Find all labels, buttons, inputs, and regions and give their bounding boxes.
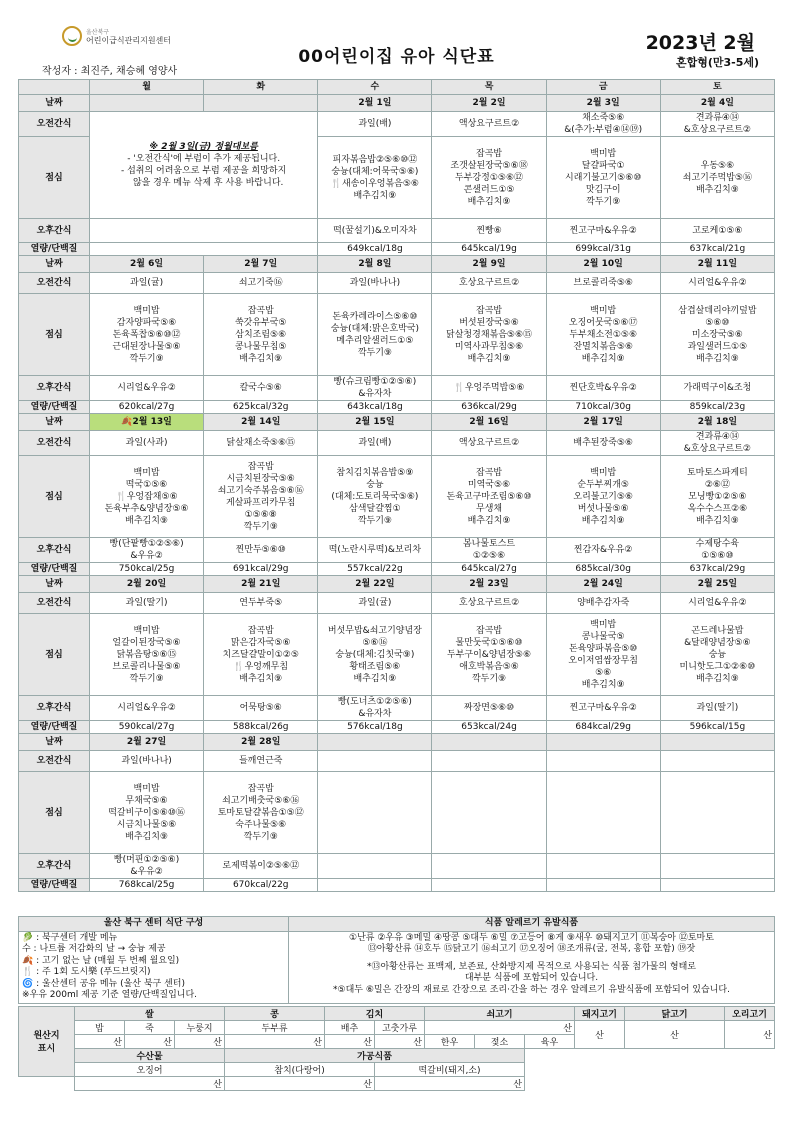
week2-day1-lunch: 백미밥 감자양파국⑤⑥ 돈육폭찹⑤⑥⑩⑫ 근대된장나물⑤⑥ 깍두기⑨ bbox=[90, 294, 204, 376]
week3-day3-kcal: 557kcal/22g bbox=[318, 563, 432, 576]
week3-day1-pm-snack: 빵(단팥빵①②⑤⑥) &우유② bbox=[90, 538, 204, 563]
week4-pm-snack-row bbox=[19, 696, 775, 721]
week2-day5-pm-snack: 찐단호박&우유② bbox=[546, 376, 660, 401]
week4-day6-lunch: 곤드레나물밥 &달래양념장⑤⑥ 숭늉 미니핫도그①②⑥⑩ 배추김치⑨ bbox=[660, 614, 774, 696]
weekday-0: 월 bbox=[90, 80, 204, 95]
week4-day1-lunch: 백미밥 얼갈이된장국⑤⑥ 닭볶음탕⑤⑥⑮ 브로콜리나물⑤⑥ 깍두기⑨ bbox=[90, 614, 204, 696]
week2-day4-lunch: 잡곡밥 버섯된장국⑤⑥ 닭살청경채볶음⑤⑥⑮ 미역사과무침⑤⑥ 배추김치⑨ bbox=[432, 294, 546, 376]
notice-line2: - 섭취의 어려움으로 부럼 제공을 희망하지 bbox=[120, 166, 287, 176]
author: 작성자 : 최진주, 채승혜 영양사 bbox=[42, 66, 178, 77]
legend-right-body bbox=[289, 931, 775, 1003]
week2-day6-am-snack: 시리얼&우유② bbox=[660, 273, 774, 294]
week5-day3-pm-snack bbox=[318, 854, 432, 879]
week5-day1-am-snack: 과일(바나나) bbox=[90, 751, 204, 772]
origin-group-processed: 가공식품 bbox=[225, 1048, 525, 1062]
empty-cell bbox=[90, 243, 318, 256]
origin-group-seafood: 수산물 bbox=[75, 1048, 225, 1062]
week4-day5-date: 2월 24일 bbox=[546, 576, 660, 593]
week2-day1-pm-snack: 시리얼&우유② bbox=[90, 376, 204, 401]
week1-day2-date bbox=[204, 95, 318, 112]
week2-day6-lunch: 삼겹살데리야끼덮밥 ⑤⑥⑩ 미소장국⑤⑥ 과일샐러드①⑤ 배추김치⑨ bbox=[660, 294, 774, 376]
week3-day1-date: 🍂2월 13일 bbox=[90, 414, 204, 431]
week1-day3-pm-snack: 떡(꿀설기)&오미자차 bbox=[318, 219, 432, 243]
notice-line3: 않을 경우 메뉴 삭제 후 사용 바랍니다. bbox=[132, 178, 284, 188]
week2-day6-kcal: 859kcal/23g bbox=[660, 401, 774, 414]
week5-day2-date: 2월 28일 bbox=[204, 734, 318, 751]
week2-day3-kcal: 643kcal/18g bbox=[318, 401, 432, 414]
week4-am-snack-row bbox=[19, 593, 775, 614]
year-month: 2023년 2월 bbox=[645, 32, 755, 54]
week5-day4-am-snack bbox=[432, 751, 546, 772]
week3-day3-am-snack: 과일(배) bbox=[318, 431, 432, 456]
week2-day2-am-snack: 쇠고기죽⑯ bbox=[204, 273, 318, 294]
week4-kcal-row bbox=[19, 721, 775, 734]
week4-day3-date: 2월 22일 bbox=[318, 576, 432, 593]
week3-day4-lunch: 잡곡밥 미역국⑤⑥ 돈육고구마조림⑤⑥⑩ 무생채 배추김치⑨ bbox=[432, 456, 546, 538]
week1-day3-date: 2월 1일 bbox=[318, 95, 432, 112]
am-snack-label: 오전간식 bbox=[19, 431, 90, 456]
week2-day2-kcal: 625kcal/32g bbox=[204, 401, 318, 414]
origin-group-duck: 오리고기 bbox=[725, 1006, 775, 1020]
week1-day6-pm-snack: 고로케①⑤⑥ bbox=[660, 219, 774, 243]
week3-day6-lunch: 토마토스파게티 ②⑥⑫ 모닝빵①②⑤⑥ 옥수수스프②⑥ 배추김치⑨ bbox=[660, 456, 774, 538]
week3-day4-pm-snack: 봄나물토스트 ①②⑤⑥ bbox=[432, 538, 546, 563]
week1-day6-kcal: 637kcal/21g bbox=[660, 243, 774, 256]
week5-day2-pm-snack: 로제떡볶이②⑤⑥⑫ bbox=[204, 854, 318, 879]
week2-day4-am-snack: 호상요구르트② bbox=[432, 273, 546, 294]
origin-val-pepper: 산 bbox=[375, 1034, 425, 1048]
date-label: 날짜 bbox=[19, 576, 90, 593]
week5-day1-pm-snack: 빵(머핀①②⑤⑥) &우유② bbox=[90, 854, 204, 879]
week1-day3-am-snack: 과일(배) bbox=[318, 112, 432, 137]
origin-val-juk: 산 bbox=[125, 1034, 175, 1048]
week5-lunch-row bbox=[19, 772, 775, 854]
week5-day4-lunch bbox=[432, 772, 546, 854]
week3-day3-lunch: 참치김치볶음밥⑤⑨ 숭늉 (대체:도토리묵국⑤⑥) 삼색달걀찜① 깍두기⑨ bbox=[318, 456, 432, 538]
empty-cell bbox=[90, 219, 318, 243]
week4-day4-pm-snack: 짜장면⑤⑥⑩ bbox=[432, 696, 546, 721]
logo-line2: 어린이급식관리지원센터 bbox=[86, 35, 172, 45]
week5-date-row bbox=[19, 734, 775, 751]
date-label: 날짜 bbox=[19, 734, 90, 751]
week3-day1-lunch: 백미밥 떡국①⑤⑥ 🍴우엉잡채⑤⑥ 돈육부추&양념장⑤⑥ 배추김치⑨ bbox=[90, 456, 204, 538]
origin-sub-cabbage: 배추 bbox=[325, 1020, 375, 1034]
week2-pm-snack-row bbox=[19, 376, 775, 401]
origin-val-pork: 산 bbox=[575, 1020, 625, 1048]
week5-day3-date bbox=[318, 734, 432, 751]
week5-day6-lunch bbox=[660, 772, 774, 854]
week2-day6-date: 2월 11일 bbox=[660, 256, 774, 273]
week3-day6-kcal: 637kcal/29g bbox=[660, 563, 774, 576]
week2-day3-lunch: 돈육카레라이스⑤⑥⑩ 숭늉(대체:맑은호박국) 메추리알샐러드①⑤ 깍두기⑨ bbox=[318, 294, 432, 376]
logo-line1: 울산북구 bbox=[86, 28, 110, 36]
week5-day6-kcal bbox=[660, 879, 774, 892]
week3-day5-pm-snack: 찐감자&우유② bbox=[546, 538, 660, 563]
weekday-5: 토 bbox=[660, 80, 774, 95]
week2-day6-pm-snack: 가래떡구이&조청 bbox=[660, 376, 774, 401]
origin-sub-tofu: 두부류 bbox=[225, 1020, 325, 1034]
week4-day6-kcal: 596kcal/15g bbox=[660, 721, 774, 734]
week1-day6-date: 2월 4일 bbox=[660, 95, 774, 112]
origin-group-rice: 쌀 bbox=[75, 1006, 225, 1020]
week4-day1-am-snack: 과일(딸기) bbox=[90, 593, 204, 614]
week3-day4-am-snack: 액상요구르트② bbox=[432, 431, 546, 456]
week5-pm-snack-row bbox=[19, 854, 775, 879]
week4-day3-am-snack: 과일(귤) bbox=[318, 593, 432, 614]
am-snack-label: 오전간식 bbox=[19, 112, 90, 137]
holiday-notice bbox=[90, 112, 318, 219]
legend-left-line-5: ※우유 200ml 제공 기준 열량/단백질입니다. bbox=[22, 990, 198, 1000]
week5-am-snack-row bbox=[19, 751, 775, 772]
week2-day4-pm-snack: 🍴우엉주먹밥⑤⑥ bbox=[432, 376, 546, 401]
week4-day5-kcal: 684kcal/29g bbox=[546, 721, 660, 734]
week1-day5-am-snack: 채소죽⑤⑥ &(추가:부럼④⑭⑲) bbox=[546, 112, 660, 137]
week4-day5-pm-snack: 찐고구마&우유② bbox=[546, 696, 660, 721]
legend-table bbox=[18, 916, 775, 1004]
week1-kcal-row bbox=[19, 243, 775, 256]
legend-right-line-3: *⑬아황산류는 표백제, 보존료, 산화방지제 목적으로 사용되는 식품 첨가물의 형태로 bbox=[366, 961, 696, 972]
origin-table bbox=[18, 1006, 775, 1091]
week1-day4-am-snack: 액상요구르트② bbox=[432, 112, 546, 137]
week4-day2-pm-snack: 어묵탕⑤⑥ bbox=[204, 696, 318, 721]
weekday-header-row bbox=[19, 80, 775, 95]
week4-day6-date: 2월 25일 bbox=[660, 576, 774, 593]
kcal-label: 열량/단백질 bbox=[19, 721, 90, 734]
origin-val-tuna: 산 bbox=[225, 1076, 375, 1090]
week2-day5-am-snack: 브로콜리죽⑤⑥ bbox=[546, 273, 660, 294]
origin-sub-rice-juk: 죽 bbox=[125, 1020, 175, 1034]
week4-date-row bbox=[19, 576, 775, 593]
page-title: 00어린이집 유아 식단표 bbox=[298, 47, 495, 67]
week4-day3-lunch: 버섯무밥&쇠고기양념장 ⑤⑥⑯ 숭늉(대체:김칫국⑨) 황태조림⑤⑥ 배추김치⑨ bbox=[318, 614, 432, 696]
pm-snack-label: 오후간식 bbox=[19, 854, 90, 879]
week3-day5-am-snack: 배추된장죽⑤⑥ bbox=[546, 431, 660, 456]
date-label: 날짜 bbox=[19, 256, 90, 273]
date-label: 날짜 bbox=[19, 95, 90, 112]
date-label: 날짜 bbox=[19, 414, 90, 431]
legend-right-line-0: ①난류 ②우유 ③메밀 ④땅콩 ⑤대두 ⑥밀 ⑦고등어 ⑧게 ⑨새우 ⑩돼지고기 ⑪복숭아 ⑫토마토 bbox=[349, 932, 714, 943]
origin-sub-yukwoo: 육우 bbox=[525, 1034, 575, 1048]
week1-day5-kcal: 699kcal/31g bbox=[546, 243, 660, 256]
week5-day3-lunch bbox=[318, 772, 432, 854]
week5-day1-date: 2월 27일 bbox=[90, 734, 204, 751]
week4-day2-lunch: 잡곡밥 맑은감자국⑤⑥ 치즈달걀말이①②⑤ 🍴우엉깨무침 배추김치⑨ bbox=[204, 614, 318, 696]
lunch-label: 점심 bbox=[19, 614, 90, 696]
origin-val-tteokgalbi: 산 bbox=[375, 1076, 525, 1090]
legend-left-body bbox=[19, 931, 289, 1003]
week4-day2-kcal: 588kcal/26g bbox=[204, 721, 318, 734]
week3-day4-kcal: 645kcal/27g bbox=[432, 563, 546, 576]
week4-day5-lunch: 백미밥 콩나물국⑤ 돈육양파볶음⑤⑩ 오이저염쌈장무침 ⑤⑥ 배추김치⑨ bbox=[546, 614, 660, 696]
week2-day1-am-snack: 과일(귤) bbox=[90, 273, 204, 294]
week1-day1-date bbox=[90, 95, 204, 112]
origin-sub-tteokgalbi: 떡갈비(돼지,소) bbox=[375, 1062, 525, 1076]
week4-day3-kcal: 576kcal/18g bbox=[318, 721, 432, 734]
week2-kcal-row bbox=[19, 401, 775, 414]
week4-day2-date: 2월 21일 bbox=[204, 576, 318, 593]
week3-day5-lunch: 백미밥 순두부찌개⑤ 오리불고기⑤⑥ 버섯나물⑤⑥ 배추김치⑨ bbox=[546, 456, 660, 538]
origin-group-bean: 콩 bbox=[225, 1006, 325, 1020]
week5-day4-pm-snack bbox=[432, 854, 546, 879]
week3-day2-am-snack: 닭살채소죽⑤⑥⑮ bbox=[204, 431, 318, 456]
week2-day5-date: 2월 10일 bbox=[546, 256, 660, 273]
week2-date-row bbox=[19, 256, 775, 273]
week3-day3-pm-snack: 떡(노란시루떡)&보리차 bbox=[318, 538, 432, 563]
week3-day2-lunch: 잡곡밥 시금치된장국⑤⑥ 쇠고기숙주볶음⑤⑥⑯ 게살파프리카무침 ①⑤⑥⑧ 깍두기⑨ bbox=[204, 456, 318, 538]
week4-day4-lunch: 잡곡밥 물만둣국①⑤⑥⑩ 두부구이&양념장⑤⑥ 애호박볶음⑤⑥ 깍두기⑨ bbox=[432, 614, 546, 696]
week2-day4-date: 2월 9일 bbox=[432, 256, 546, 273]
week3-kcal-row bbox=[19, 563, 775, 576]
week5-day5-date bbox=[546, 734, 660, 751]
week4-day1-pm-snack: 시리얼&우유② bbox=[90, 696, 204, 721]
week4-day3-pm-snack: 빵(도너츠①②⑤⑥) &유자차 bbox=[318, 696, 432, 721]
week5-day4-kcal bbox=[432, 879, 546, 892]
origin-group-pork: 돼지고기 bbox=[575, 1006, 625, 1020]
week1-day3-kcal: 649kcal/18g bbox=[318, 243, 432, 256]
legend-left-line-0: 🥬 : 북구센터 개발 메뉴 bbox=[22, 932, 118, 943]
week3-day6-date: 2월 18일 bbox=[660, 414, 774, 431]
origin-val-beef: 산 bbox=[425, 1020, 575, 1034]
origin-group-kimchi: 김치 bbox=[325, 1006, 425, 1020]
week5-day1-lunch: 백미밥 무채국⑤⑥ 떡갈비구이⑤⑥⑩⑯ 시금치나물⑤⑥ 배추김치⑨ bbox=[90, 772, 204, 854]
week4-day6-pm-snack: 과일(딸기) bbox=[660, 696, 774, 721]
legend-left-line-3: 🍴 : 주 1회 도시樂 (푸드브릿지) bbox=[22, 967, 151, 977]
week5-day2-am-snack: 들깨연근죽 bbox=[204, 751, 318, 772]
legend-section bbox=[18, 916, 775, 1091]
week2-day4-kcal: 636kcal/29g bbox=[432, 401, 546, 414]
lunch-label: 점심 bbox=[19, 772, 90, 854]
week2-day3-date: 2월 8일 bbox=[318, 256, 432, 273]
week4-day4-kcal: 653kcal/24g bbox=[432, 721, 546, 734]
origin-label: 원산지 표시 bbox=[19, 1006, 75, 1076]
week3-day1-am-snack: 과일(사과) bbox=[90, 431, 204, 456]
origin-sub-squid: 오징어 bbox=[75, 1062, 225, 1076]
week2-day1-kcal: 620kcal/27g bbox=[90, 401, 204, 414]
lunch-label: 점심 bbox=[19, 294, 90, 376]
week5-day5-lunch bbox=[546, 772, 660, 854]
week3-day6-am-snack: 견과류④⑭ &호상요구르트② bbox=[660, 431, 774, 456]
weekday-2: 수 bbox=[318, 80, 432, 95]
week1-day4-kcal: 645kcal/19g bbox=[432, 243, 546, 256]
legend-right-line-5: *⑤대두 ⑥밀은 간장의 재료로 간장으로 조리·간을 하는 경우 알레르기 유발식품에 포함되어 있습니다. bbox=[333, 984, 730, 995]
legend-left-line-2: 🍂 : 고기 없는 날 (매월 두 번째 월요일) bbox=[22, 955, 180, 966]
origin-group-beef: 쇠고기 bbox=[425, 1006, 575, 1020]
weekday-1: 화 bbox=[204, 80, 318, 95]
week5-day6-date bbox=[660, 734, 774, 751]
week5-day3-am-snack bbox=[318, 751, 432, 772]
lunch-label: 점심 bbox=[19, 456, 90, 538]
origin-sub-pepper: 고춧가루 bbox=[375, 1020, 425, 1034]
week4-day4-date: 2월 23일 bbox=[432, 576, 546, 593]
week3-day2-date: 2월 14일 bbox=[204, 414, 318, 431]
notice-line1: - '오전간식'에 부럼이 추가 제공됩니다. bbox=[127, 154, 281, 164]
week4-day2-am-snack: 연두부죽⑤ bbox=[204, 593, 318, 614]
week2-day5-kcal: 710kcal/30g bbox=[546, 401, 660, 414]
origin-val-nurungji: 산 bbox=[175, 1034, 225, 1048]
week1-day5-lunch: 백미밥 달걀파국① 시래기불고기⑤⑥⑩ 맛김구이 깍두기⑨ bbox=[546, 137, 660, 219]
week1-day5-date: 2월 3일 bbox=[546, 95, 660, 112]
week3-date-row bbox=[19, 414, 775, 431]
week5-day6-pm-snack bbox=[660, 854, 774, 879]
origin-sub-rice-bap: 밥 bbox=[75, 1020, 125, 1034]
week3-am-snack-row bbox=[19, 431, 775, 456]
week4-lunch-row bbox=[19, 614, 775, 696]
week3-day2-pm-snack: 찐만두⑤⑥⑩ bbox=[204, 538, 318, 563]
week4-day5-am-snack: 양배추감자죽 bbox=[546, 593, 660, 614]
week3-day5-kcal: 685kcal/30g bbox=[546, 563, 660, 576]
week3-day6-pm-snack: 수제탕수육 ①⑤⑥⑩ bbox=[660, 538, 774, 563]
origin-val-tofu: 산 bbox=[225, 1034, 325, 1048]
week1-day6-lunch: 우동⑤⑥ 쇠고기주먹밥⑤⑯ 배추김치⑨ bbox=[660, 137, 774, 219]
week1-day6-am-snack: 견과류④⑭ &호상요구르트② bbox=[660, 112, 774, 137]
kcal-label: 열량/단백질 bbox=[19, 243, 90, 256]
am-snack-label: 오전간식 bbox=[19, 273, 90, 294]
week5-day6-am-snack bbox=[660, 751, 774, 772]
week2-day2-lunch: 잡곡밥 쑥갓유부국⑤ 삼치조림⑤⑥ 콩나물무침⑤ 배추김치⑨ bbox=[204, 294, 318, 376]
legend-right-line-1: ⑬아황산류 ⑭호두 ⑮닭고기 ⑯쇠고기 ⑰오징어 ⑱조개류(굴, 전복, 홍합 포함) ⑲잣 bbox=[367, 944, 696, 954]
week5-day4-date bbox=[432, 734, 546, 751]
origin-sub-tuna: 참치(다랑어) bbox=[225, 1062, 375, 1076]
legend-left-line-4: 🌀 : 울산센터 공유 메뉴 (울산 북구 센터) bbox=[22, 978, 186, 989]
weekday-4: 금 bbox=[546, 80, 660, 95]
week5-day5-kcal bbox=[546, 879, 660, 892]
week1-am-snack-row bbox=[19, 112, 775, 137]
week2-day2-pm-snack: 칼국수⑤⑥ bbox=[204, 376, 318, 401]
week2-day1-date: 2월 6일 bbox=[90, 256, 204, 273]
week2-day5-lunch: 백미밥 오징어뭇국⑤⑥⑰ 두부채소전①⑤⑥ 잔멸치볶음⑤⑥ 배추김치⑨ bbox=[546, 294, 660, 376]
kcal-label: 열량/단백질 bbox=[19, 401, 90, 414]
origin-group-chicken: 닭고기 bbox=[625, 1006, 725, 1020]
origin-val-duck: 산 bbox=[725, 1020, 775, 1048]
week3-day5-date: 2월 17일 bbox=[546, 414, 660, 431]
menu-type: 혼합형(만3-5세) bbox=[675, 56, 759, 69]
week3-lunch-row bbox=[19, 456, 775, 538]
am-snack-label: 오전간식 bbox=[19, 751, 90, 772]
week3-pm-snack-row bbox=[19, 538, 775, 563]
weekly-menu-table bbox=[18, 79, 775, 892]
pm-snack-label: 오후간식 bbox=[19, 538, 90, 563]
origin-val-chicken: 산 bbox=[625, 1020, 725, 1048]
origin-sub-hanwoo: 한우 bbox=[425, 1034, 475, 1048]
legend-right-line-4: 대부분 식품에 포함되어 있습니다. bbox=[464, 973, 599, 983]
week4-day1-date: 2월 20일 bbox=[90, 576, 204, 593]
week2-lunch-row bbox=[19, 294, 775, 376]
week1-day4-lunch: 잡곡밥 조갯살된장국⑤⑥⑱ 두부강정①⑤⑥⑫ 콘샐러드①⑤ 배추김치⑨ bbox=[432, 137, 546, 219]
week5-day1-kcal: 768kcal/25g bbox=[90, 879, 204, 892]
week5-kcal-row bbox=[19, 879, 775, 892]
week5-day5-pm-snack bbox=[546, 854, 660, 879]
origin-val-squid: 산 bbox=[75, 1076, 225, 1090]
notice-title: ※ 2월 3일(금) 정월대보름 bbox=[149, 142, 258, 152]
origin-val-cabbage: 산 bbox=[325, 1034, 375, 1048]
origin-sub-rice-nurungji: 누룽지 bbox=[175, 1020, 225, 1034]
week1-pm-snack-row bbox=[19, 219, 775, 243]
kcal-label: 열량/단백질 bbox=[19, 879, 90, 892]
legend-left-line-1: 수 : 나트륨 저감화의 날 → 숭늉 제공 bbox=[22, 944, 166, 954]
week3-day1-kcal: 750kcal/25g bbox=[90, 563, 204, 576]
origin-sub-dairy: 젖소 bbox=[475, 1034, 525, 1048]
week1-day3-lunch: 피자볶음밥②⑤⑥⑩⑫ 숭늉(대체:어묵국⑤⑥) 🍴새송이우엉볶음⑤⑥ 배추김치⑨ bbox=[318, 137, 432, 219]
week2-am-snack-row bbox=[19, 273, 775, 294]
week5-day2-lunch: 잡곡밥 쇠고기배춧국⑤⑥⑯ 토마토달걀볶음①⑤⑫ 숙주나물⑤⑥ 깍두기⑨ bbox=[204, 772, 318, 854]
week4-day1-kcal: 590kcal/27g bbox=[90, 721, 204, 734]
pm-snack-label: 오후간식 bbox=[19, 219, 90, 243]
lunch-label: 점심 bbox=[19, 137, 90, 219]
origin-val-bap: 산 bbox=[75, 1034, 125, 1048]
weekday-3: 목 bbox=[432, 80, 546, 95]
week1-date-row bbox=[19, 95, 775, 112]
week1-day5-pm-snack: 찐고구마&우유② bbox=[546, 219, 660, 243]
week5-day3-kcal bbox=[318, 879, 432, 892]
week3-day4-date: 2월 16일 bbox=[432, 414, 546, 431]
week2-day3-pm-snack: 빵(슈크림빵①②⑤⑥) &유자차 bbox=[318, 376, 432, 401]
week5-day2-kcal: 670kcal/22g bbox=[204, 879, 318, 892]
week2-day3-am-snack: 과일(바나나) bbox=[318, 273, 432, 294]
week4-day4-am-snack: 호상요구르트② bbox=[432, 593, 546, 614]
week1-day4-pm-snack: 찐빵⑥ bbox=[432, 219, 546, 243]
pm-snack-label: 오후간식 bbox=[19, 376, 90, 401]
week1-day4-date: 2월 2일 bbox=[432, 95, 546, 112]
corner-cell bbox=[19, 80, 90, 95]
week2-day2-date: 2월 7일 bbox=[204, 256, 318, 273]
pm-snack-label: 오후간식 bbox=[19, 696, 90, 721]
legend-left-title: 울산 북구 센터 식단 구성 bbox=[19, 917, 289, 932]
week3-day2-kcal: 691kcal/29g bbox=[204, 563, 318, 576]
week5-day5-am-snack bbox=[546, 751, 660, 772]
week4-day6-am-snack: 시리얼&우유② bbox=[660, 593, 774, 614]
am-snack-label: 오전간식 bbox=[19, 593, 90, 614]
legend-right-title: 식품 알레르기 유발식품 bbox=[289, 917, 775, 932]
week3-day3-date: 2월 15일 bbox=[318, 414, 432, 431]
kcal-label: 열량/단백질 bbox=[19, 563, 90, 576]
